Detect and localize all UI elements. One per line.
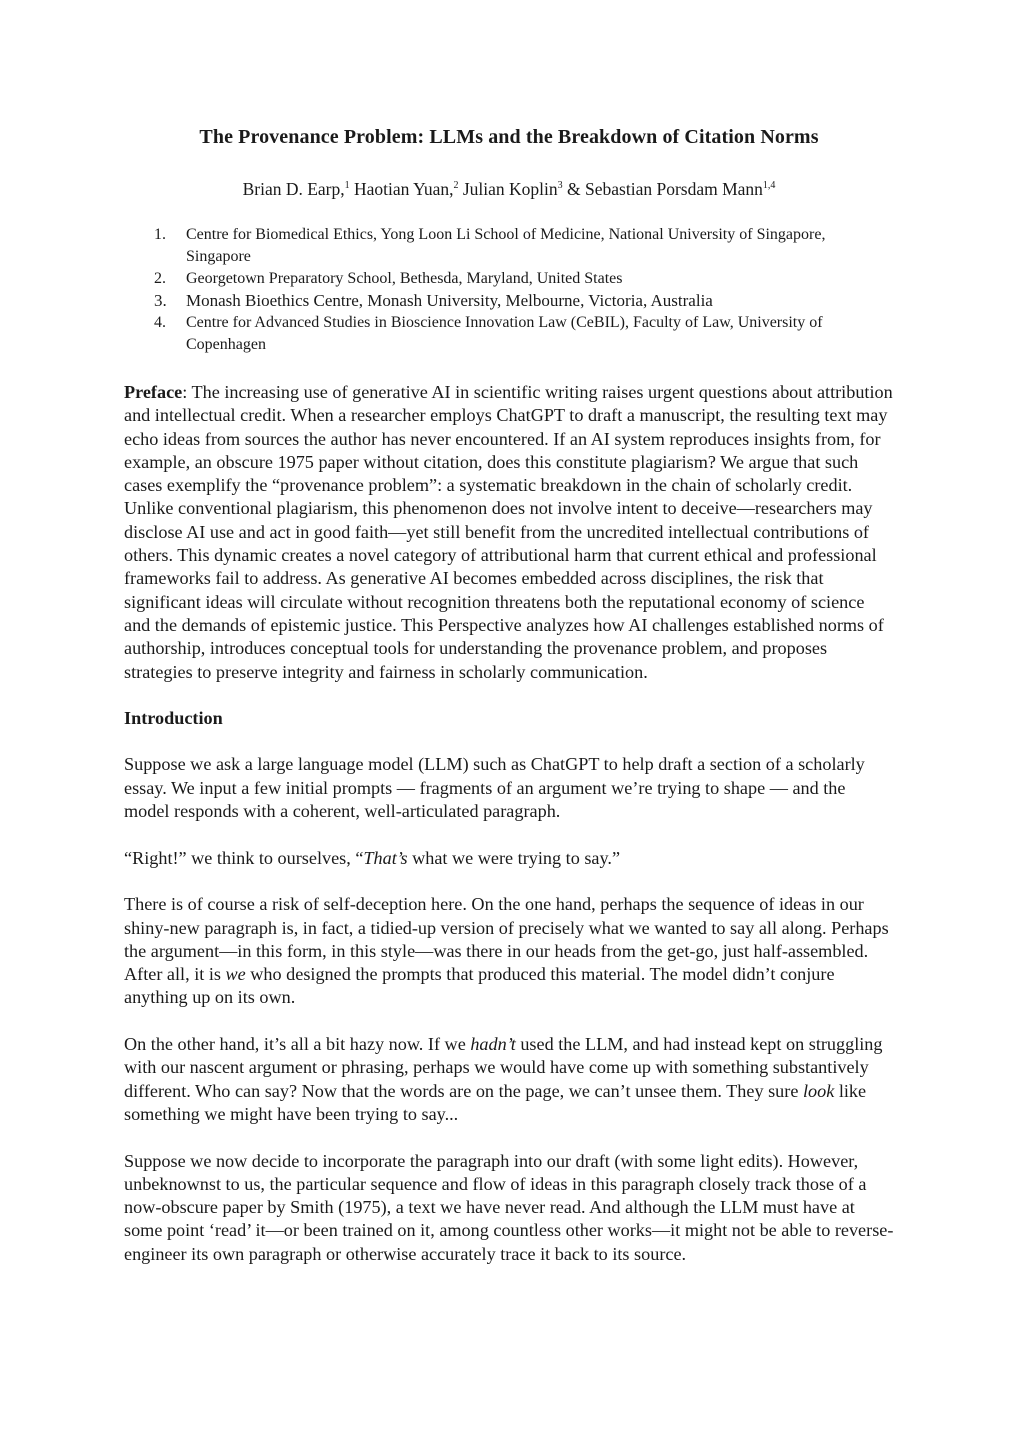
affiliation-text: Monash Bioethics Centre, Monash University, Melbourne, Victoria, Australia xyxy=(186,291,713,310)
author-affil-sup: 3 xyxy=(557,180,563,191)
emphasis: That’s xyxy=(363,847,408,868)
text-span: On the other hand, it’s all a bit hazy now. If we xyxy=(124,1034,471,1055)
intro-paragraph-1: Suppose we ask a large language model (LLM) such as ChatGPT to help draft a section of a scholarly essay. We input a few initial prompts — fragments of an argument we’re trying to shape — and the model responds with a coherent, well-articulated paragraph. xyxy=(124,754,865,822)
emphasis: hadn’t xyxy=(470,1034,516,1055)
preface-label: Preface xyxy=(124,382,183,402)
author-line xyxy=(124,179,894,200)
author-name: Haotian Yuan, xyxy=(354,179,454,199)
affiliation-number: 4. xyxy=(154,314,166,331)
affiliation-text: Georgetown Preparatory School, Bethesda, Maryland, United States xyxy=(186,270,623,287)
paper-title: The Provenance Problem: LLMs and the Breakdown of Citation Norms xyxy=(199,126,819,148)
text-span: who designed the prompts that produced this material. The model didn’t conjure anything up on its own. xyxy=(124,964,835,1008)
affiliation-text: Centre for Advanced Studies in Bioscience Innovation Law (CeBIL), Faculty of Law, University of Copenhagen xyxy=(186,314,823,353)
author-name: Brian D. Earp, xyxy=(242,179,345,199)
affiliation-item xyxy=(124,224,894,268)
emphasis: we xyxy=(225,964,246,985)
preface-text: : The increasing use of generative AI in scientific writing raises urgent questions about attribution and intellectual credit. When a researcher employs ChatGPT to draft a manuscript, the resulting text may echo ideas from sources the author has never encountered. If an AI system reproduces insights from, for example, an obscure 1975 paper without citation, does this constitute plagiarism? We argue that such cases exemplify the “provenance problem”: a systematic breakdown in the chain of scholarly credit. Unlike conventional plagiarism, this phenomenon does not involve intent to deceive—researchers may disclose AI use and act in good faith—yet still benefit from the uncredited intellectual contributions of others. This dynamic creates a novel category of attributional harm that current ethical and professional frameworks fail to address. As generative AI becomes embedded across disciplines, the risk that significant ideas will circulate without recognition threatens both the reputational economy of science and the demands of epistemic justice. This Perspective analyzes how AI challenges established norms of authorship, introduces conceptual tools for understanding the provenance problem, and proposes strategies to preserve integrity and fairness in scholarly communication. xyxy=(124,382,893,682)
author-name: Julian Koplin xyxy=(462,179,558,199)
author-name: & Sebastian Porsdam Mann xyxy=(567,179,763,199)
intro-paragraph-5: Suppose we now decide to incorporate the paragraph into our draft (with some light edits). However, unbeknownst to us, the particular sequence and flow of ideas in this paragraph closely track those of a now-obscure paper by Smith (1975), a text we have never read. And although the LLM must have at some point ‘read’ it—or been trained on it, among countless other works—it might not be able to reverse-engineer its own paragraph or otherwise accurately trace it back to its source. xyxy=(124,1150,894,1264)
text-span: used the LLM, and had instead kept on struggling with our nascent argument or phrasing, perhaps we would have come up with something substantively different. Who can say? Now that the words are on the page, we can’t unsee them. They sure xyxy=(124,1034,883,1101)
affiliation-item xyxy=(124,268,894,290)
emphasis: look xyxy=(802,1080,835,1101)
author-affil-sup: 1 xyxy=(344,180,350,191)
intro-paragraph-4 xyxy=(124,1033,894,1126)
author-affil-sup: 2 xyxy=(453,180,459,191)
intro-paragraph-3 xyxy=(124,893,894,1009)
text-span: what we were trying to say.” xyxy=(407,847,621,868)
intro-paragraph-2 xyxy=(124,847,894,870)
affiliation-list xyxy=(124,224,894,356)
text-span: like something we might have been trying to say... xyxy=(124,1080,867,1124)
affiliation-number: 1. xyxy=(154,226,166,243)
preface-paragraph xyxy=(124,381,894,684)
affiliation-item xyxy=(124,290,894,312)
text-span: “Right!” we think to ourselves, “ xyxy=(124,847,364,868)
section-heading-introduction: Introduction xyxy=(124,707,223,728)
affiliation-text: Centre for Biomedical Ethics, Yong Loon Li School of Medicine, National University of Singapore, Singapore xyxy=(186,226,826,265)
affiliation-item xyxy=(124,312,894,356)
affiliation-number: 2. xyxy=(154,270,166,287)
author-affil-sup: 1,4 xyxy=(762,180,776,191)
paper-page xyxy=(124,120,894,1266)
affiliation-number: 3. xyxy=(154,291,167,310)
text-span: There is of course a risk of self-deception here. On the one hand, perhaps the sequence of ideas in our shiny-new paragraph is, in fact, a tidied-up version of precisely what we wanted to say all along. Perhaps the argument—in this form, in this style—was there in our heads from the get-go, just half-assembled. After all, it is xyxy=(124,894,889,985)
